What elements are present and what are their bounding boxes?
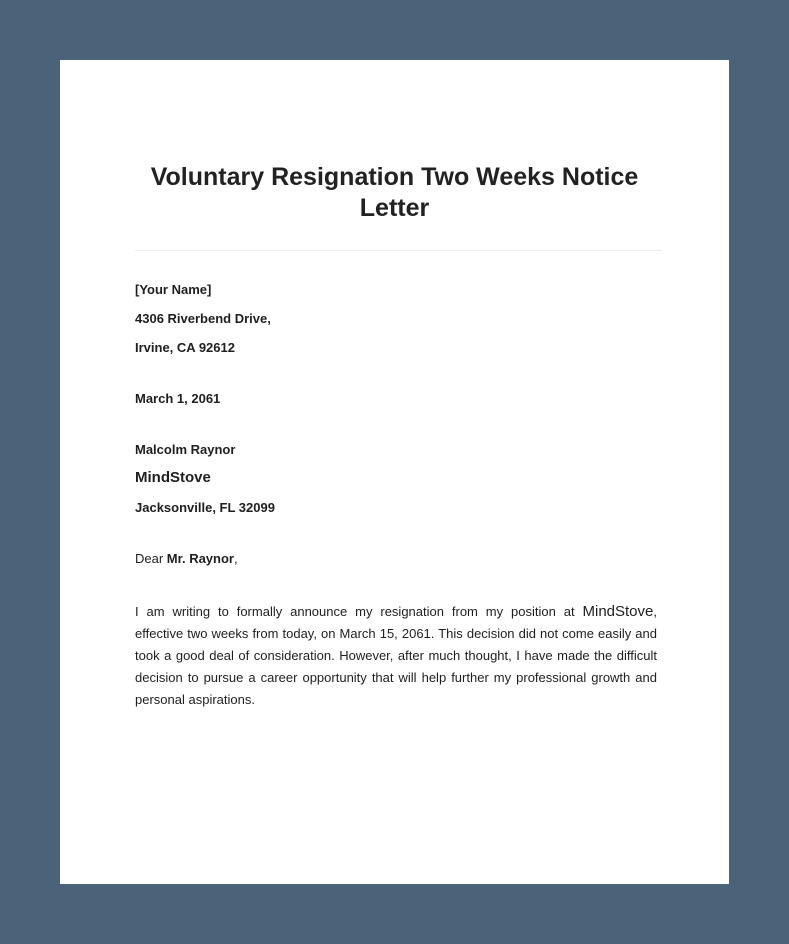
salutation xyxy=(135,551,238,566)
salutation-suffix: , xyxy=(233,551,238,566)
sender-name: [Your Name] xyxy=(135,282,212,297)
body-text-start: I am writing to formally announce my resignation from my position at xyxy=(135,604,583,619)
recipient-city: Jacksonville, FL 32099 xyxy=(135,500,275,515)
salutation-prefix: Dear xyxy=(135,551,167,566)
letter-page xyxy=(60,60,729,884)
body-text-end: , effective two weeks from today, on March 15, 2061. This decision did not come easily and took a good deal of consideration. However, after much thought, I have made the difficult decision to pursue a career opportunity that will help further my professional growth and personal aspirations. xyxy=(135,604,657,707)
body-company-name: MindStove xyxy=(582,603,654,620)
recipient-name: Malcolm Raynor xyxy=(135,442,236,457)
salutation-name: Mr. Raynor xyxy=(166,551,234,566)
letter-date: March 1, 2061 xyxy=(135,391,221,406)
sender-address-line1: 4306 Riverbend Drive, xyxy=(135,311,271,326)
sender-address-line2: Irvine, CA 92612 xyxy=(135,340,235,355)
letter-title: Voluntary Resignation Two Weeks Notice Letter xyxy=(150,163,639,222)
title-divider xyxy=(135,250,662,251)
body-paragraph xyxy=(135,601,657,711)
recipient-company: MindStove xyxy=(135,469,211,486)
